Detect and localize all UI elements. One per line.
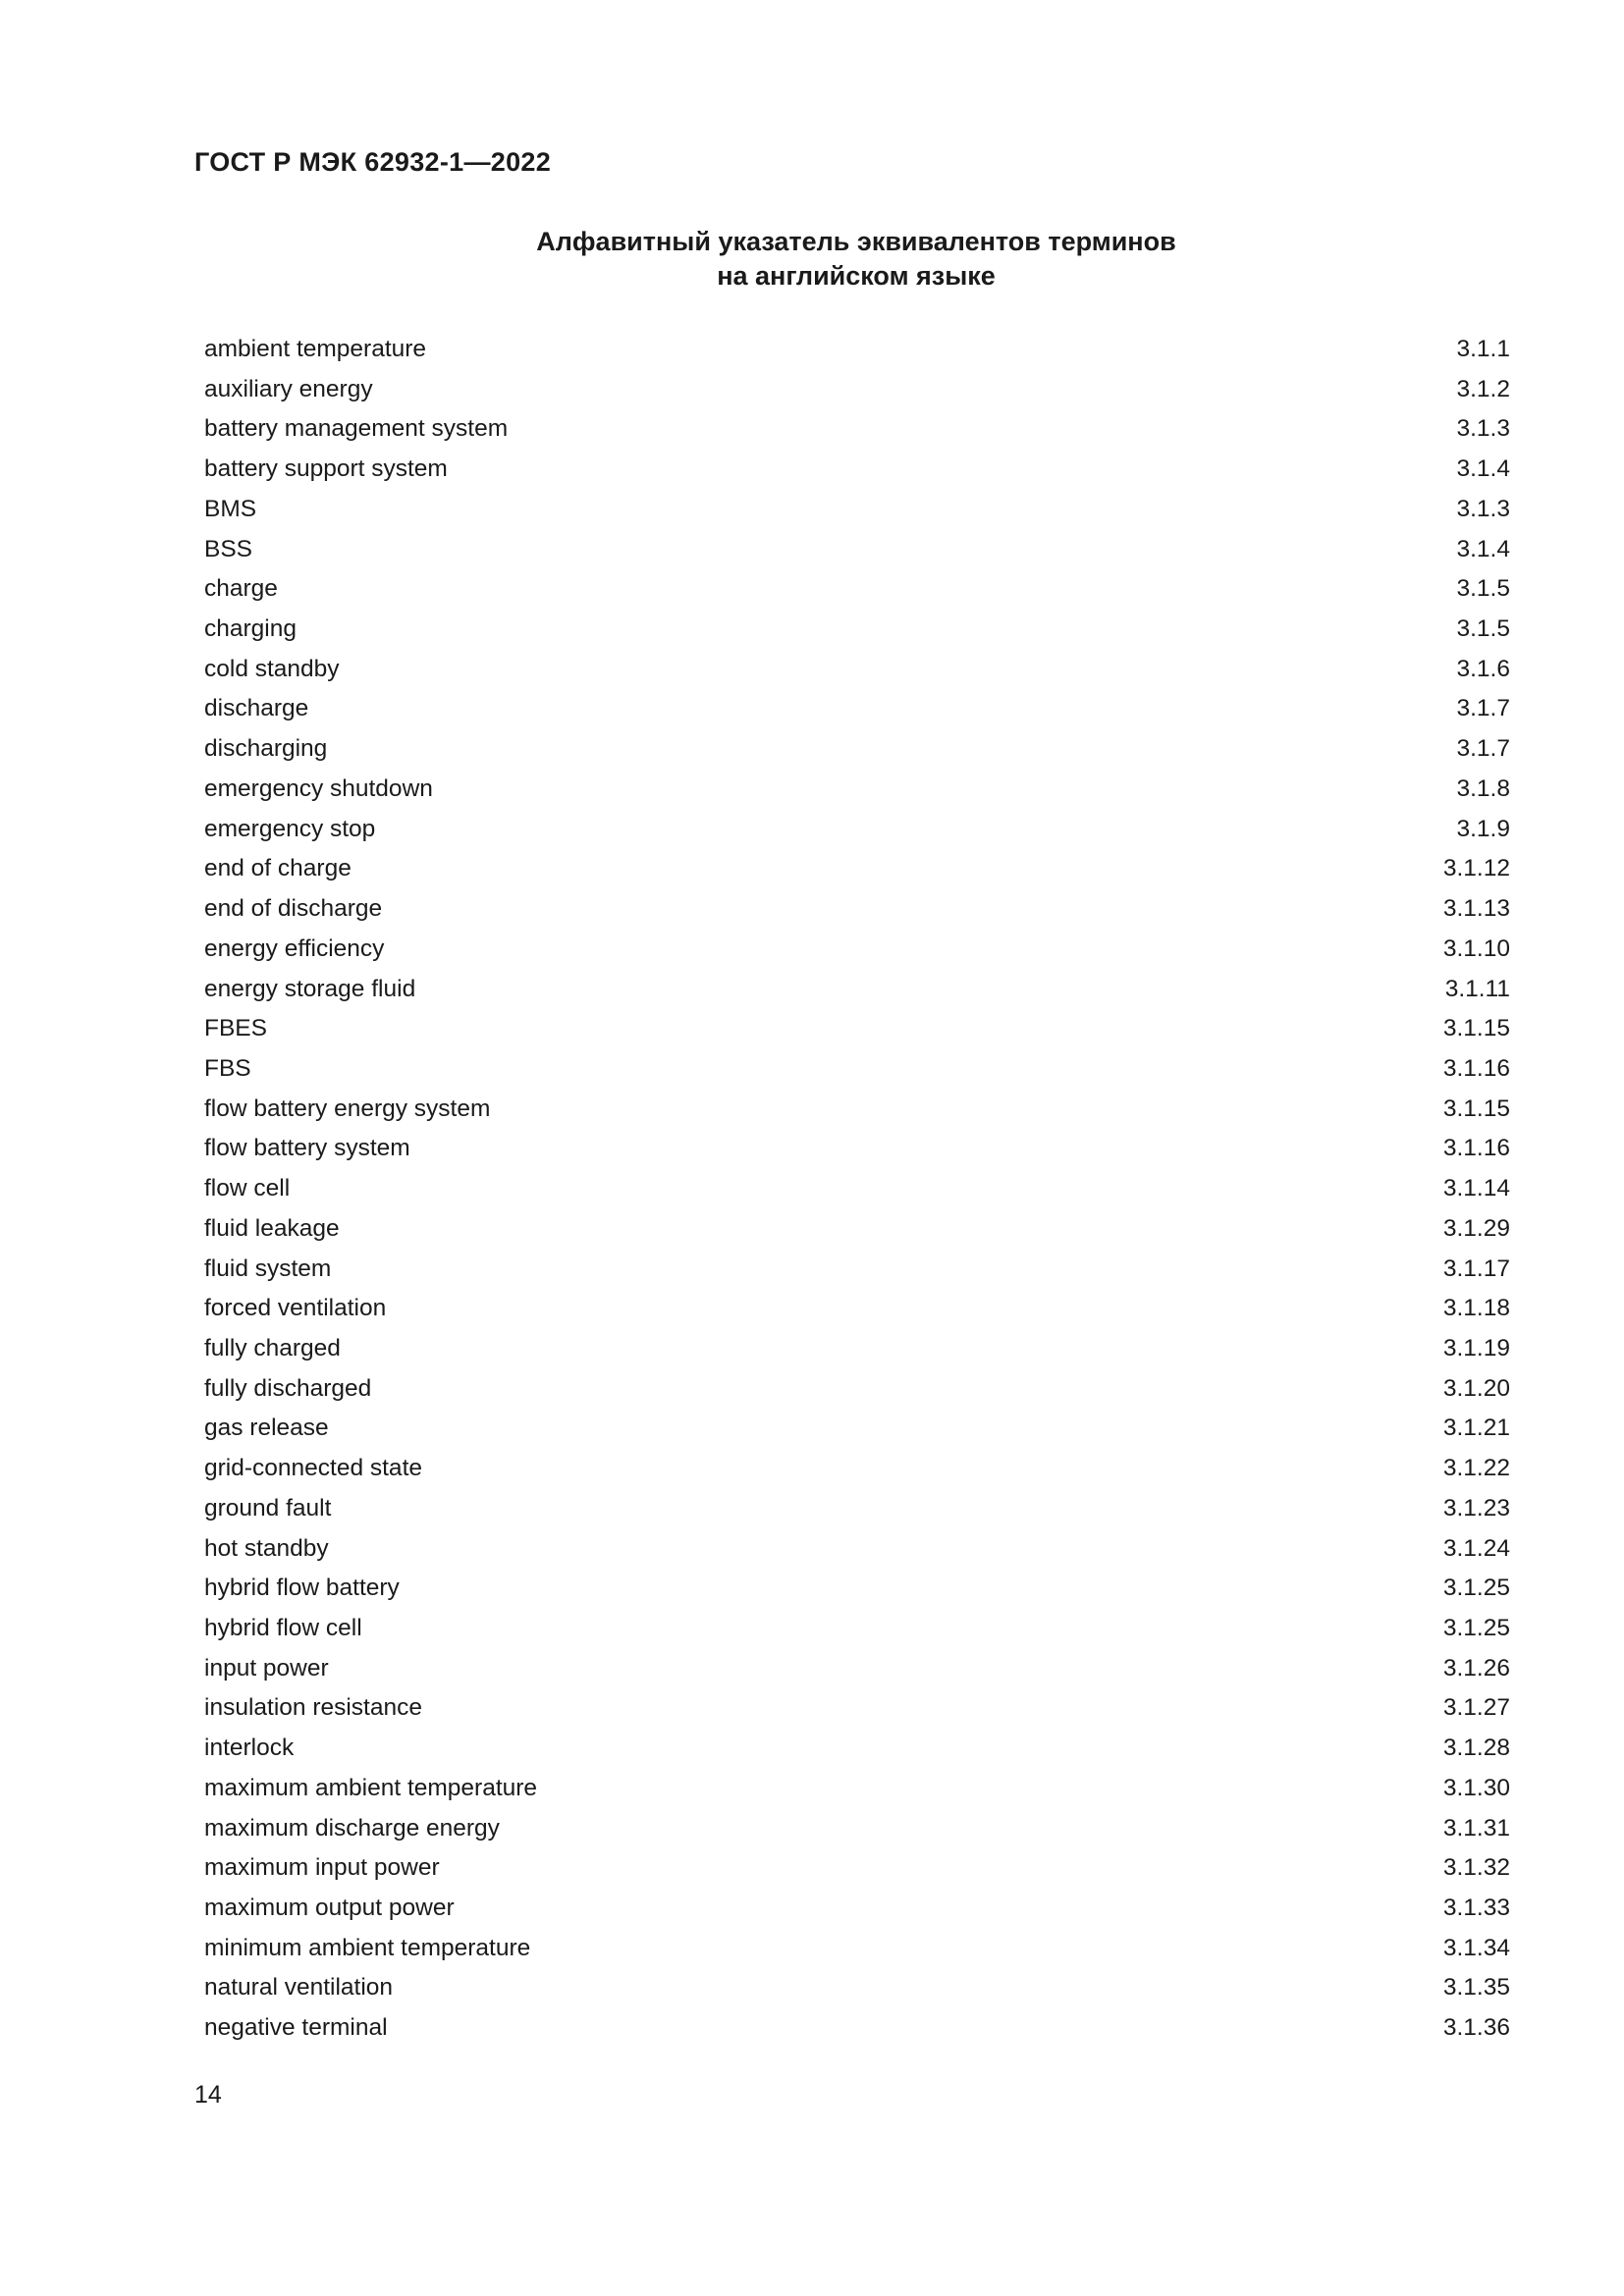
index-entry [204, 1649, 1510, 1689]
index-entry [204, 2008, 1510, 2049]
index-reference: 3.1.1 [1456, 336, 1510, 362]
standard-code-header: ГОСТ Р МЭК 62932-1—2022 [194, 147, 552, 177]
index-entry [204, 409, 1510, 450]
page-number: 14 [194, 2081, 222, 2109]
index-entry [204, 689, 1510, 729]
index-term: maximum input power [204, 1854, 440, 1882]
index-term: ambient temperature [204, 336, 427, 362]
index-entry [204, 1609, 1510, 1649]
index-term: FBES [204, 1015, 267, 1042]
index-entry [204, 1169, 1510, 1209]
index-term: hybrid flow cell [204, 1615, 362, 1641]
index-term: fluid leakage [204, 1214, 340, 1242]
index-term: BMS [204, 495, 257, 522]
index-term: emergency shutdown [204, 774, 433, 802]
index-entry [204, 569, 1510, 610]
index-reference: 3.1.23 [1442, 1494, 1510, 1522]
index-reference: 3.1.8 [1456, 774, 1510, 802]
index-entry [204, 1729, 1510, 1769]
index-term: maximum ambient temperature [204, 1774, 538, 1801]
index-entry [204, 1688, 1510, 1729]
index-reference: 3.1.15 [1442, 1095, 1510, 1122]
index-entry [204, 1968, 1510, 2008]
index-term: negative terminal [204, 2014, 388, 2042]
index-reference: 3.1.11 [1444, 975, 1510, 1002]
index-reference: 3.1.22 [1442, 1455, 1510, 1482]
index-reference: 3.1.10 [1442, 934, 1510, 962]
index-reference: 3.1.31 [1442, 1814, 1510, 1842]
index-reference: 3.1.29 [1442, 1214, 1510, 1242]
index-term: BSS [204, 535, 253, 562]
index-reference: 3.1.5 [1456, 575, 1510, 603]
index-entry [204, 1329, 1510, 1369]
index-reference: 3.1.3 [1456, 495, 1510, 522]
index-entry [204, 1289, 1510, 1329]
index-entry [204, 1049, 1510, 1090]
index-reference: 3.1.4 [1456, 455, 1510, 483]
index-reference: 3.1.35 [1442, 1974, 1510, 2002]
index-term: natural ventilation [204, 1974, 394, 2002]
index-entry [204, 729, 1510, 770]
index-entry [204, 1929, 1510, 1969]
index-entry [204, 1209, 1510, 1250]
index-entry [204, 1848, 1510, 1889]
index-term: hybrid flow battery [204, 1575, 400, 1602]
index-entry [204, 1769, 1510, 1809]
index-term: forced ventilation [204, 1295, 387, 1322]
index-term: flow cell [204, 1175, 291, 1202]
index-entry [204, 810, 1510, 850]
index-reference: 3.1.33 [1442, 1895, 1510, 1922]
index-term: fully discharged [204, 1374, 372, 1402]
index-term: cold standby [204, 655, 340, 682]
index-reference: 3.1.24 [1442, 1534, 1510, 1562]
index-entry [204, 1369, 1510, 1410]
index-reference: 3.1.25 [1442, 1615, 1510, 1641]
index-entry [204, 490, 1510, 530]
index-term: interlock [204, 1735, 295, 1762]
index-entry [204, 1889, 1510, 1929]
index-reference: 3.1.25 [1442, 1575, 1510, 1602]
index-entry [204, 1009, 1510, 1049]
index-term: grid-connected state [204, 1455, 422, 1482]
index-reference: 3.1.12 [1442, 855, 1510, 882]
index-reference: 3.1.7 [1456, 695, 1510, 722]
index-term: insulation resistance [204, 1694, 422, 1722]
index-reference: 3.1.18 [1442, 1295, 1510, 1322]
index-term: battery management system [204, 415, 509, 443]
index-entry [204, 1569, 1510, 1609]
index-term: flow battery system [204, 1135, 410, 1162]
index-term: discharge [204, 695, 309, 722]
index-reference: 3.1.34 [1442, 1934, 1510, 1961]
index-reference: 3.1.21 [1442, 1415, 1510, 1442]
index-term: input power [204, 1654, 329, 1682]
index-reference: 3.1.32 [1442, 1854, 1510, 1882]
index-term: gas release [204, 1415, 329, 1442]
index-term: flow battery energy system [204, 1095, 491, 1122]
index-reference: 3.1.27 [1442, 1694, 1510, 1722]
index-title-line-1: Алфавитный указатель эквивалентов терминов [536, 227, 1176, 256]
index-entry [204, 1129, 1510, 1169]
index-term: discharging [204, 735, 328, 763]
index-term: energy storage fluid [204, 975, 416, 1002]
index-reference: 3.1.6 [1456, 655, 1510, 682]
index-entry [204, 650, 1510, 690]
index-entry [204, 970, 1510, 1010]
term-index-list [204, 330, 1510, 2049]
index-term: emergency stop [204, 815, 376, 842]
index-entry [204, 1449, 1510, 1489]
index-term: FBS [204, 1054, 251, 1082]
index-reference: 3.1.13 [1442, 895, 1510, 923]
index-term: fully charged [204, 1334, 341, 1362]
index-reference: 3.1.2 [1456, 375, 1510, 402]
index-entry [204, 370, 1510, 410]
index-reference: 3.1.19 [1442, 1334, 1510, 1362]
index-entry [204, 450, 1510, 490]
index-term: energy efficiency [204, 934, 385, 962]
index-reference: 3.1.16 [1442, 1135, 1510, 1162]
index-entry [204, 1809, 1510, 1849]
index-reference: 3.1.28 [1442, 1735, 1510, 1762]
index-entry [204, 1489, 1510, 1529]
index-term: battery support system [204, 455, 448, 483]
index-entry [204, 1090, 1510, 1130]
index-term: maximum output power [204, 1895, 455, 1922]
index-term: maximum discharge energy [204, 1814, 500, 1842]
index-term: end of charge [204, 855, 352, 882]
index-term: charging [204, 615, 297, 643]
index-title-line-2: на английском языке [717, 261, 996, 291]
index-entry [204, 770, 1510, 810]
index-entry [204, 330, 1510, 370]
index-entry [204, 1250, 1510, 1290]
index-reference: 3.1.14 [1442, 1175, 1510, 1202]
index-term: fluid system [204, 1255, 332, 1282]
index-title [0, 225, 1624, 294]
index-reference: 3.1.17 [1442, 1255, 1510, 1282]
index-reference: 3.1.9 [1456, 815, 1510, 842]
index-reference: 3.1.3 [1456, 415, 1510, 443]
index-reference: 3.1.30 [1442, 1774, 1510, 1801]
index-reference: 3.1.15 [1442, 1015, 1510, 1042]
index-entry [204, 930, 1510, 970]
index-reference: 3.1.5 [1456, 615, 1510, 643]
index-entry [204, 889, 1510, 930]
index-entry [204, 1529, 1510, 1570]
index-term: end of discharge [204, 895, 383, 923]
index-reference: 3.1.4 [1456, 535, 1510, 562]
index-entry [204, 530, 1510, 570]
index-reference: 3.1.36 [1442, 2014, 1510, 2042]
index-entry [204, 849, 1510, 889]
index-term: ground fault [204, 1494, 332, 1522]
index-reference: 3.1.20 [1442, 1374, 1510, 1402]
index-term: hot standby [204, 1534, 329, 1562]
index-reference: 3.1.7 [1456, 735, 1510, 763]
index-reference: 3.1.16 [1442, 1054, 1510, 1082]
index-reference: 3.1.26 [1442, 1654, 1510, 1682]
index-term: minimum ambient temperature [204, 1934, 531, 1961]
index-term: charge [204, 575, 278, 603]
index-entry [204, 610, 1510, 650]
index-term: auxiliary energy [204, 375, 373, 402]
index-entry [204, 1409, 1510, 1449]
